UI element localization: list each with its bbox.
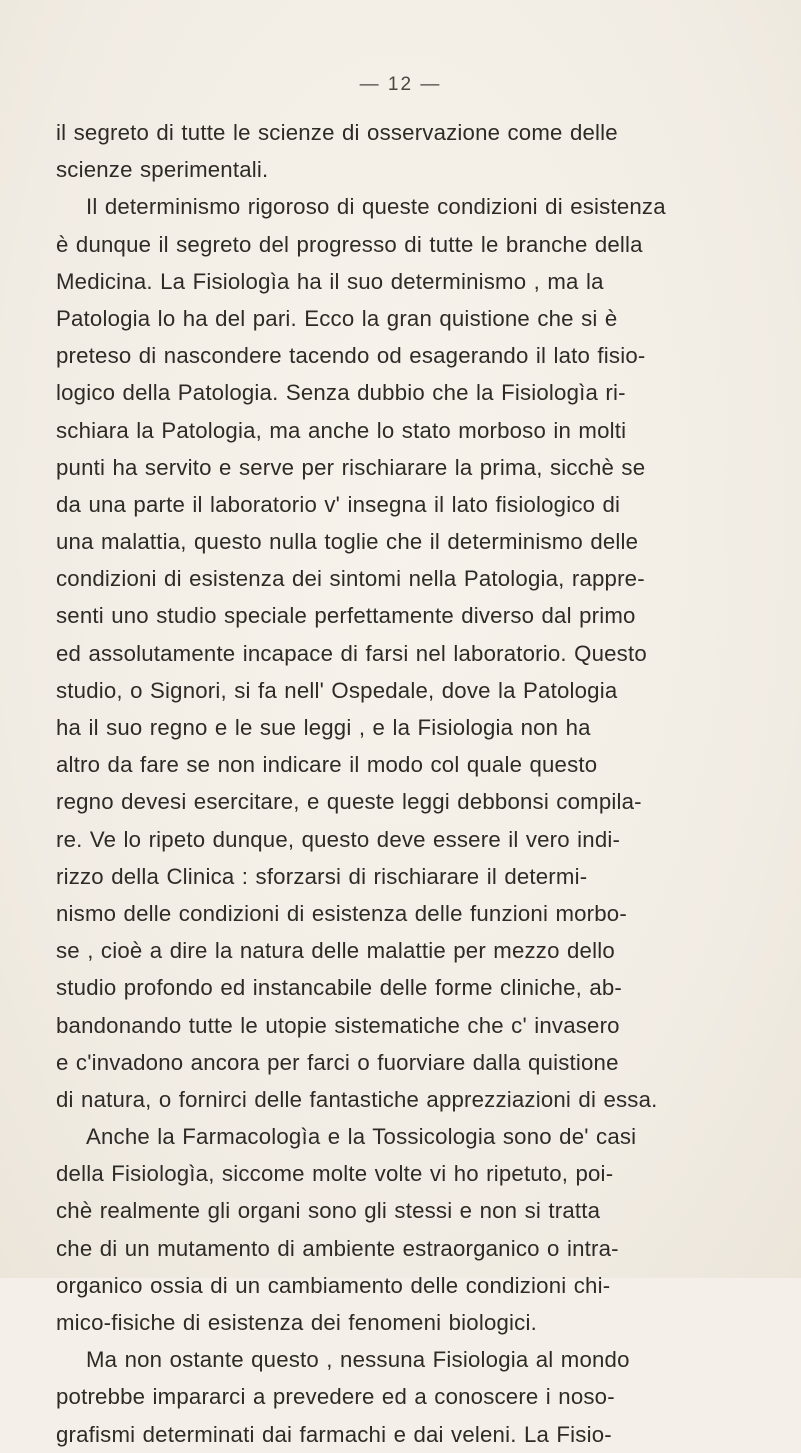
text-line: mico-fisiche di esistenza dei fenomeni biologici.: [56, 1310, 537, 1335]
text-line: studio profondo ed instancabile delle forme cliniche, ab-: [56, 975, 623, 1001]
body-text: [56, 114, 756, 1453]
text-line: logico della Patologia. Senza dubbio che la Fisiologìa ri-: [56, 380, 626, 406]
text-line: Patologia lo ha del pari. Ecco la gran quistione che si è: [56, 305, 618, 331]
text-line: il segreto di tutte le scienze di osservazione come delle: [56, 120, 618, 145]
text-line: della Fisiologìa, siccome molte volte vi ho ripetuto, poi-: [56, 1161, 614, 1187]
text-line: condizioni di esistenza dei sintomi nella Patologia, rappre-: [56, 566, 645, 592]
text-line: se , cioè a dire la natura delle malattie per mezzo dello: [56, 938, 615, 964]
text-line: bandonando tutte le utopie sistematiche che c' invasero: [56, 1012, 620, 1038]
text-line: e c'invadono ancora per farci o fuorviare dalla quistione: [56, 1049, 619, 1075]
text-line: scienze sperimentali.: [56, 157, 269, 183]
text-line: Medicina. La Fisiologìa ha il suo determinismo , ma la: [56, 268, 604, 294]
page-number-header: — 12 —: [359, 74, 442, 95]
text-line: altro da fare se non indicare il modo col quale questo: [56, 752, 598, 778]
text-line: regno devesi esercitare, e queste leggi debbonsi compila-: [56, 789, 642, 815]
text-line: una malattia, questo nulla toglie che il determinismo delle: [56, 529, 639, 555]
text-line: chè realmente gli organi sono gli stessi e non si tratta: [56, 1198, 601, 1224]
text-line: è dunque il segreto del progresso di tutte le branche della: [56, 231, 643, 257]
text-line: preteso di nascondere tacendo od esagerando il lato fisio-: [56, 343, 646, 369]
text-line: nismo delle condizioni di esistenza delle funzioni morbo-: [56, 900, 627, 926]
text-line: potrebbe impararci a prevedere ed a conoscere i noso-: [56, 1384, 615, 1410]
text-line: rizzo della Clinica : sforzarsi di rischiarare il determi-: [56, 863, 588, 889]
text-line: organico ossia di un cambiamento delle condizioni chi-: [56, 1272, 611, 1298]
text-line: da una parte il laboratorio v' insegna il lato fisiologico di: [56, 491, 621, 517]
text-line: che di un mutamento di ambiente estraorganico o intra-: [56, 1235, 619, 1261]
text-line: punti ha servito e serve per rischiarare la prima, sicchè se: [56, 454, 646, 480]
text-line: re. Ve lo ripeto dunque, questo deve essere il vero indi-: [56, 826, 621, 852]
text-line: ha il suo regno e le sue leggi , e la Fisiologia non ha: [56, 715, 591, 740]
text-line: ed assolutamente incapace di farsi nel laboratorio. Questo: [56, 640, 647, 666]
text-line: studio, o Signori, si fa nell' Ospedale, dove la Patologia: [56, 677, 618, 703]
text-line: senti uno studio speciale perfettamente diverso dal primo: [56, 603, 636, 629]
text-line: di natura, o fornirci delle fantastiche apprezziazioni di essa.: [56, 1086, 658, 1112]
text-line: Il determinismo rigoroso di queste condizioni di esistenza: [86, 194, 666, 220]
text-line: Ma non ostante questo , nessuna Fisiologia al mondo: [86, 1347, 630, 1373]
text-line: Anche la Farmacologìa e la Tossicologia sono de' casi: [86, 1124, 637, 1150]
text-line: schiara la Patologia, ma anche lo stato morboso in molti: [56, 417, 627, 443]
text-line: grafismi determinati dai farmachi e dai veleni. La Fisio-: [56, 1421, 612, 1447]
